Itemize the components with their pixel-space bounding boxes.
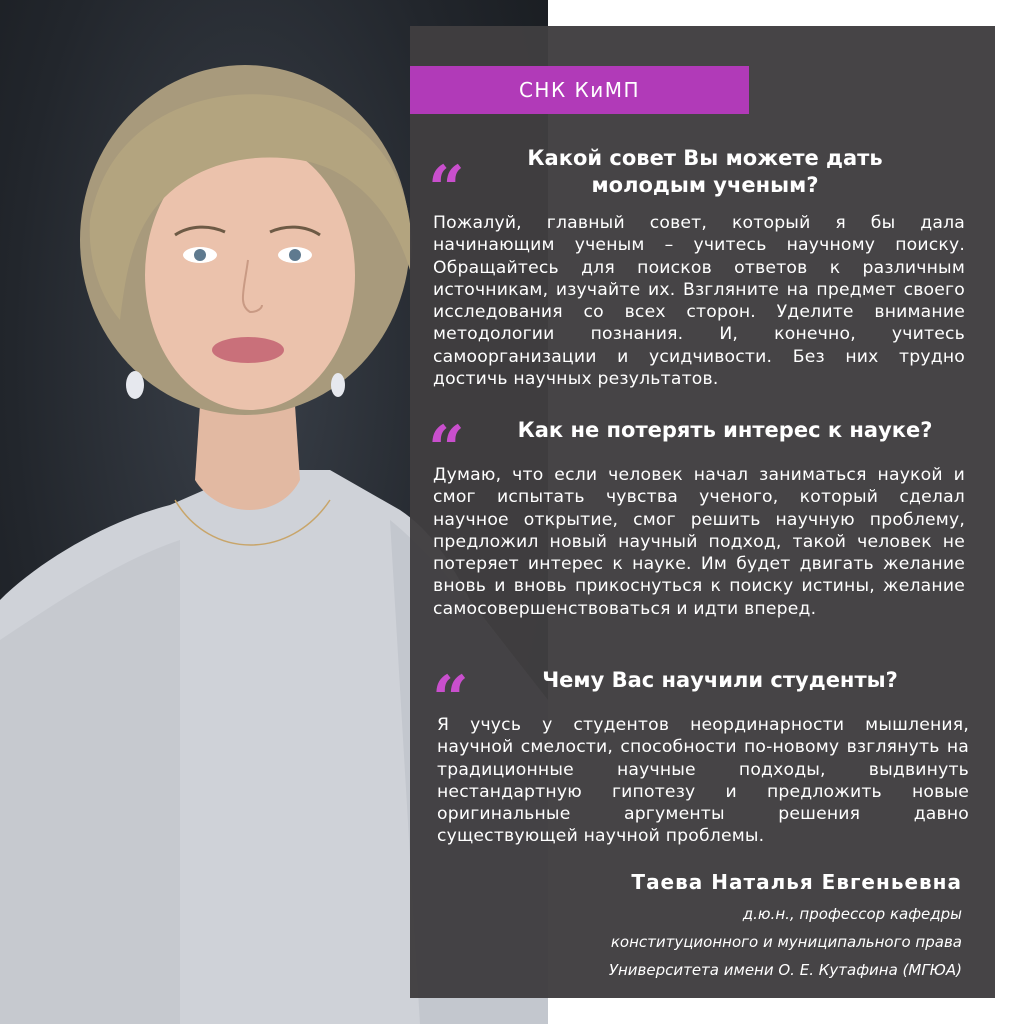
answer-2: Думаю, что если человек начал заниматься наукой и смог испытать чувства ученого, который сделал научное открытие, смог решить научную проблему, предложил новый научный подход, такой человек не потеряет интерес к науке. Им будет двигать желание вновь и вновь прикоснуться к поиску истины, желание самосовершенствоваться и идти вперед.: [433, 465, 965, 619]
author-title-line-1: д.ю.н., профессор кафедры: [742, 905, 962, 923]
author-title-line-3: Университета имени О. Е. Кутафина (МГЮА): [608, 961, 962, 979]
author-name: Таева Наталья Евгеньевна: [631, 870, 962, 894]
author-title-line-2: конституционного и муниципального права: [610, 933, 962, 951]
quote-icon: “: [428, 152, 465, 227]
question-2: Как не потерять интерес к науке?: [517, 418, 933, 442]
quote-icon: “: [428, 412, 465, 487]
question-3: Чему Вас научили студенты?: [542, 668, 898, 692]
answer-3: Я учусь у студентов неординарности мышления, научной смелости, способности по-новому взглянуть на традиционные научные подходы, выдвинуть нестандартную гипотезу и предложить новые оригинальные аргументы решения давно существующей научной проблемы.: [437, 715, 969, 847]
question-1: Какой совет Вы можете дать молодым ученым?: [527, 146, 883, 197]
answer-1: Пожалуй, главный совет, который я бы дала начинающим ученым – учитесь научному поиску. Обращайтесь для поисков ответов к различным источникам, изучайте их. Взгляните на предмет своего исследования со всех сторон. Уделите внимание методологии познания. И, конечно, учитесь самоорганизации и усидчивости. Без них трудно достичь научных результатов.: [433, 213, 965, 390]
header-tag: СНК КиМП: [410, 66, 749, 114]
quote-icon: “: [432, 662, 469, 737]
